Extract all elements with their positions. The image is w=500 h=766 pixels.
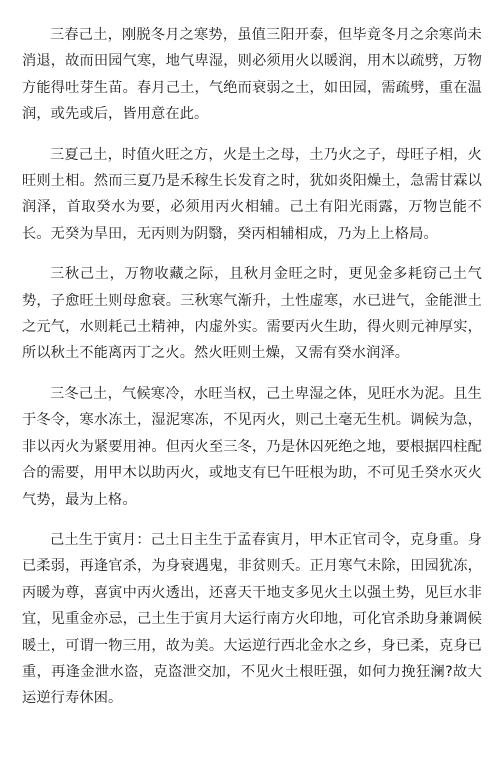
- paragraph-summer: 三夏己土，时值火旺之方，火是土之母，土乃火之子，母旺子相，火旺则土相。然而三夏乃是禾稼生长发育之时，犹如炎阳燥土，急需甘霖以润泽，首取癸水为要，必须用丙火相辅。己土有阳光雨露，万物岂能不长。无癸为旱田，无丙则为阴翳，癸丙相辅相成，乃为上上格局。: [22, 146, 482, 242]
- paragraph-gap: [22, 513, 482, 527]
- paragraph-autumn: 三秋己土，万物收藏之际，且秋月金旺之时，更见金多耗窃己土气势，子愈旺土则母愈衰。三秋寒气渐升，土性虚寒，水已进气，金能泄土之元气，水则耗己土精神，内虚外实。需要丙火生助，得火则元神厚实，所以秋土不能离丙丁之火。然火旺则土燥，又需有癸水润泽。: [22, 266, 482, 362]
- paragraph-gap: [22, 367, 482, 381]
- paragraph-gap: [22, 128, 482, 142]
- document-body: [22, 0, 482, 712]
- paragraph-gap: [22, 247, 482, 261]
- paragraph-winter: 三冬己土，气候寒冷，水旺当权，己土卑湿之体，见旺水为泥。且生于冬令，寒水冻土，湿泥寒冻，不见丙火，则己土毫无生机。调候为急，非以丙火为紧要用神。但丙火至三冬，乃是休囚死绝之地，要根据四柱配合的需要，用甲木以助丙火，或地支有巳午旺根为助，不可见壬癸水灭火气势，最为上格。: [22, 385, 482, 508]
- paragraph-yin-month: 己土生于寅月：己土日主生于孟春寅月，甲木正官司令，克身重。身已柔弱，再逢官杀，为身衰遇鬼，非贫则夭。正月寒气未除，田园犹冻，丙暖为尊，喜寅中丙火透出，还喜天干地支多见火土以强土势，见巨水非宜，见重金亦忌，己土生于寅月大运行南方火印地，可化官杀助身兼调候暖土，可谓一物三用，故为美。大运逆行西北金水之乡，身已柔，克身已重，再逢金泄水盗，克盗泄交加，不见火土根旺强，如何力挽狂澜?故大运逆行寿休困。: [22, 531, 482, 707]
- paragraph-spring: 三春己土，刚脱冬月之寒势，虽值三阳开泰，但毕竟冬月之余寒尚未消退，故而田园气寒，地气卑湿，则必须用火以暖润，用木以疏劈，万物方能得吐芽生苗。春月己土，气绝而衰弱之土，如田园，需疏劈，重在温润，或先或后，皆用意在此。: [22, 27, 482, 123]
